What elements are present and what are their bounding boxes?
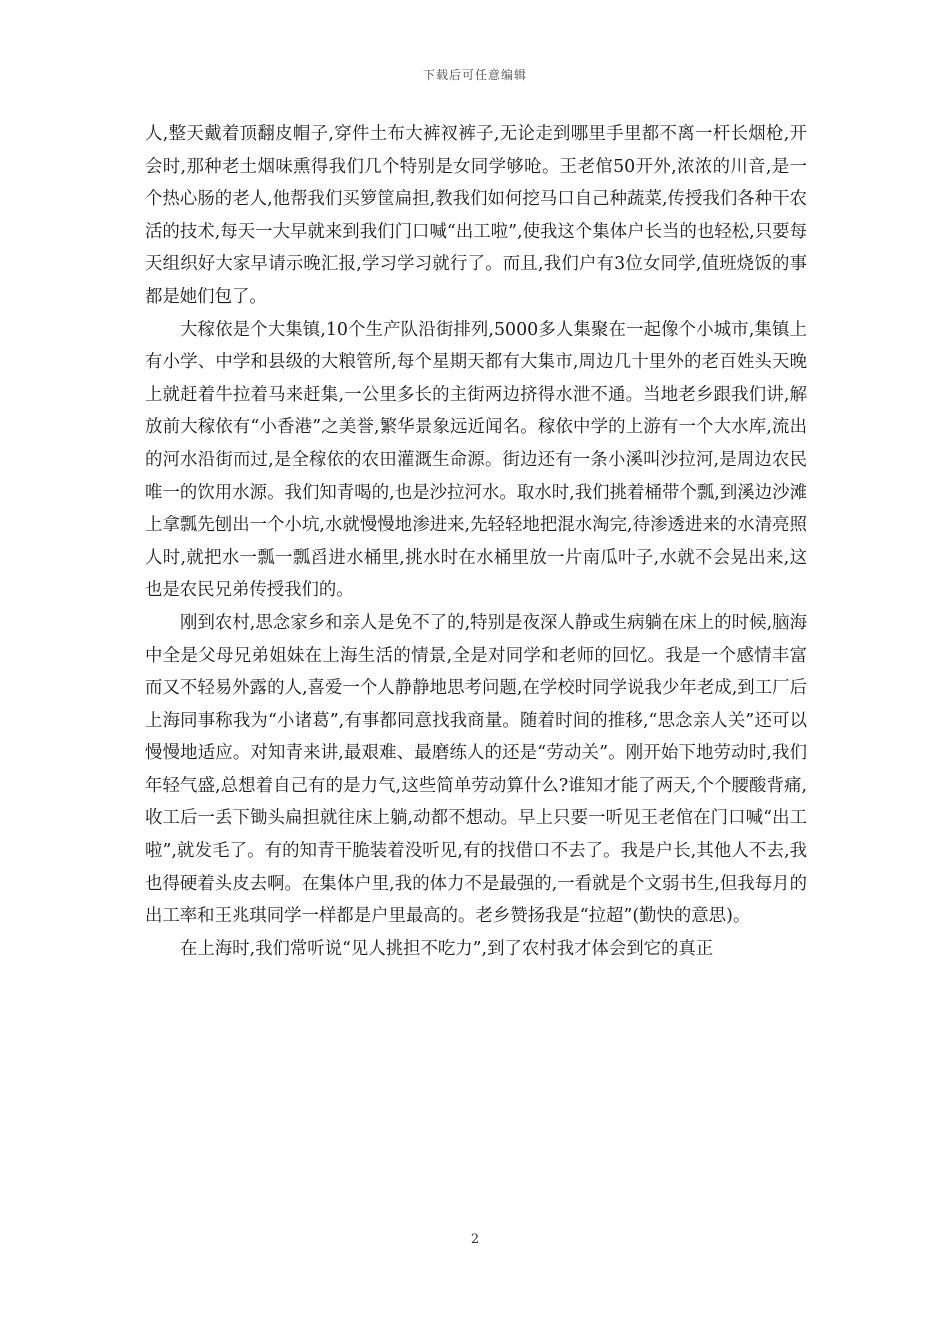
page-header: 下载后可任意编辑 [422,68,527,82]
page-number: 2 [470,1232,480,1247]
paragraph-dajiayi-town: 大稼依是个大集镇,10个生产队沿街排列,5000多人集聚在一起像个小城市,集镇上有小学、中学和县级的大粮管所,每个星期天都有大集市,周边几十里外的老百姓头天晚上就赶着牛拉着马来赶集,一公里多长的主街两边挤得水泄不通。当地老乡跟我们讲,解放前大稼依有“小香港”之美誉,繁华景象远近闻名。稼依中学的上游有一个大水库,流出的河水沿街而过,是全稼依的农田灌溉生命源。街边还有一条小溪叫沙拉河,是周边农民唯一的饮用水源。我们知青喝的,也是沙拉河水。取水时,我们挑着桶带个瓢,到溪边沙滩上拿瓢先刨出一个小坑,水就慢慢地渗进来,先轻轻地把混水淘完,待渗透进来的水清亮照人时,就把水一瓢一瓢舀进水桶里,挑水时在水桶里放一片南瓜叶子,水就不会晃出来,这也是农民兄弟传授我们的。 [145,319,807,601]
paragraph-homesick: 刚到农村,思念家乡和亲人是免不了的,特别是夜深人静或生病躺在床上的时候,脑海中全是父母兄弟姐妹在上海生活的情景,全是对同学和老师的回忆。我是一个感情丰富而又不轻易外露的人,喜爱一个人静静地思考问题,在学校时同学说我少年老成,到工厂后上海同事称我为“小诸葛”,有事都同意找我商量。随着时间的推移,“思念亲人关”还可以慢慢地适应。对知青来讲,最艰难、最磨练人的还是“劳动关”。刚开始下地劳动时,我们年轻气盛,总想着自己有的是力气,这些简单劳动算什么?谁知才能了两天,个个腰酸背痛,收工后一丢下锄头扁担就往床上躺,动都不想动。早上只要一听见王老倌在门口喊“出工啦”,就发毛了。有的知青干脆装着没听见,有的找借口不去了。我是户长,其他人不去,我也得硬着头皮去啊。在集体户里,我的体力不是最强的,一看就是个文弱书生,但我每月的出工率和王兆琪同学一样都是户里最高的。老乡赞扬我是“拉超”(勤快的意思)。 [145,612,807,927]
paragraph-shanghai: 在上海时,我们常听说“见人挑担不吃力”,到了农村我才体会到它的真正 [180,938,714,959]
document-body [145,118,807,965]
paragraph-continuation: 人,整天戴着顶翻皮帽子,穿件土布大裤衩裤子,无论走到哪里手里都不离一杆长烟枪,开会时,那种老土烟味熏得我们几个特别是女同学够呛。王老倌50开外,浓浓的川音,是一个热心肠的老人,他帮我们买箩筐扁担,教我们如何挖马口自己种蔬菜,传授我们各种干农活的技术,每天一大早就来到我们门口喊“出工啦”,使我这个集体户长当的也轻松,只要每天组织好大家早请示晚汇报,学习学习就行了。而且,我们户有3位女同学,值班烧饭的事都是她们包了。 [145,124,807,307]
